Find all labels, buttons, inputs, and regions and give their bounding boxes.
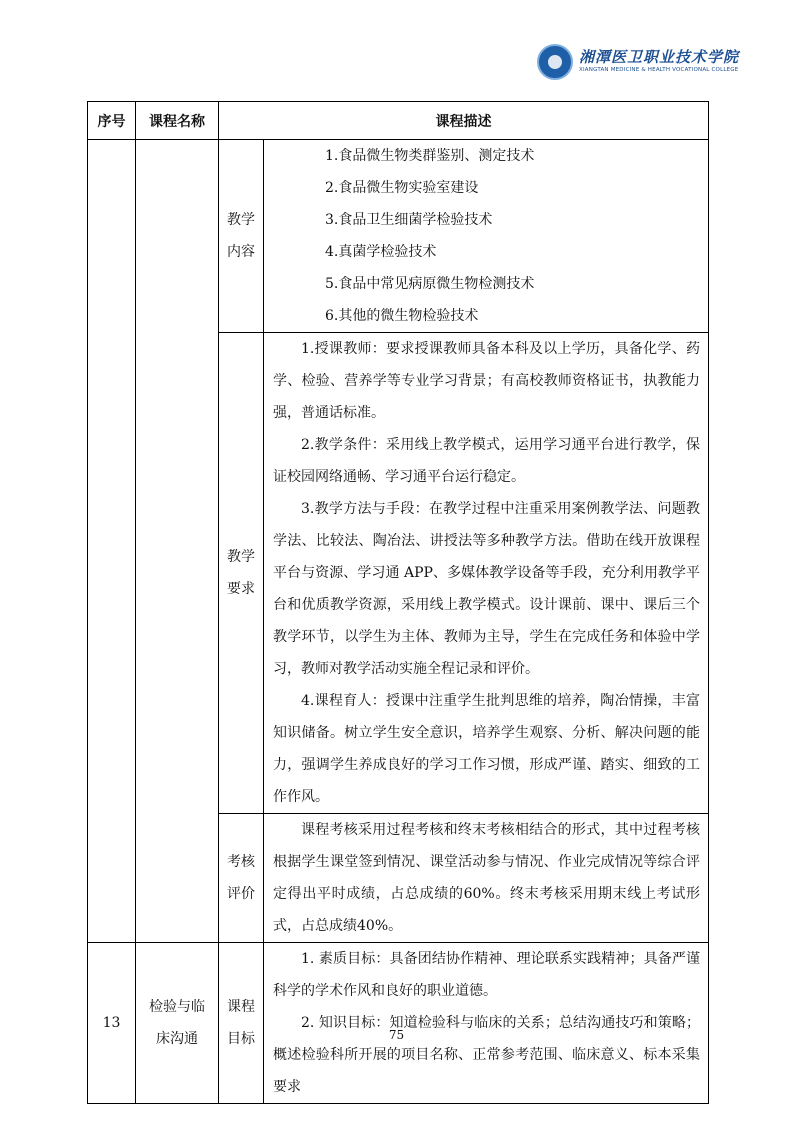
header-description: 课程描述 xyxy=(219,102,709,140)
list-item: 4.真菌学检验技术 xyxy=(325,244,437,260)
list-item: 2.食品微生物实验室建设 xyxy=(325,180,479,196)
teaching-requirements-cell xyxy=(264,333,709,814)
table-header-row xyxy=(88,102,709,140)
paragraph: 2. 知识目标：知道检验科与临床的关系；总结沟通技巧和策略；概述检验科所开展的项目名称、正常参考范围、临床意义、标本采集要求 xyxy=(273,1015,700,1095)
logo-english-name: XIANGTAN MEDICINE & HEALTH VOCATIONAL COLLEGE xyxy=(579,67,739,73)
teaching-content-cell xyxy=(264,140,709,333)
table-row xyxy=(88,140,709,333)
label-line: 教学 xyxy=(227,212,255,228)
label-line: 要求 xyxy=(227,581,255,597)
header-course-name: 课程名称 xyxy=(136,102,219,140)
label-line: 内容 xyxy=(227,244,255,260)
logo-chinese-name: 湘潭医卫职业技术学院 xyxy=(579,48,740,66)
course-name-line: 检验与临 xyxy=(149,999,205,1015)
continued-name-cell xyxy=(136,140,219,943)
course-goals-cell xyxy=(264,943,709,1104)
label-line: 课程 xyxy=(227,999,255,1015)
assessment-cell xyxy=(264,814,709,943)
continued-no-cell xyxy=(88,140,136,943)
table-row xyxy=(88,943,709,1104)
paragraph: 4.课程育人：授课中注重学生批判思维的培养，陶冶情操，丰富知识储备。树立学生安全意识，培养学生观察、分析、解决问题的能力，强调学生养成良好的学习工作习惯，形成严谨、踏实、细致的工作作风。 xyxy=(273,693,700,805)
course-name xyxy=(136,943,219,1104)
paragraph: 1. 素质目标：具备团结协作精神、理论联系实践精神；具备严谨科学的学术作风和良好的职业道德。 xyxy=(273,951,700,999)
paragraph: 1.授课教师：要求授课教师具备本科及以上学历，具备化学、药学、检验、营养学等专业学习背景；有高校教师资格证书，执教能力强，普通话标准。 xyxy=(273,341,700,421)
list-item: 5.食品中常见病原微生物检测技术 xyxy=(325,276,535,292)
teaching-content-label xyxy=(219,140,264,333)
list-item: 1.食品微生物类群鉴别、测定技术 xyxy=(325,148,535,164)
list-item: 3.食品卫生细菌学检验技术 xyxy=(325,212,493,228)
college-emblem-icon xyxy=(537,44,573,80)
label-line: 教学 xyxy=(227,549,255,565)
paragraph: 2.教学条件：采用线上教学模式，运用学习通平台进行教学，保证校园网络通畅、学习通平台运行稳定。 xyxy=(273,437,700,485)
paragraph: 课程考核采用过程考核和终末考核相结合的形式，其中过程考核根据学生课堂签到情况、课堂活动参与情况、作业完成情况等综合评定得出平时成绩，占总成绩的60%。终末考核采用期末线上考试形式，占总成绩40%。 xyxy=(273,822,700,934)
label-line: 目标 xyxy=(227,1031,255,1047)
course-table xyxy=(87,101,709,1104)
course-goals-label xyxy=(219,943,264,1104)
course-number: 13 xyxy=(88,943,136,1104)
paragraph: 3.教学方法与手段：在教学过程中注重采用案例教学法、问题教学法、比较法、陶冶法、讲授法等多种教学方法。借助在线开放课程平台与资源、学习通 APP、多媒体教学设备等手段，充分利用教学平台和优质教学资源，采用线上教学模式。设计课前、课中、课后三个教学环节，以学生为主体、教师为主导，学生在完成任务和体验中学习，教师对教学活动实施全程记录和评价。 xyxy=(273,501,700,677)
label-line: 评价 xyxy=(227,886,255,902)
college-logo xyxy=(537,44,740,84)
list-item: 6.其他的微生物检验技术 xyxy=(325,308,479,324)
assessment-label xyxy=(219,814,264,943)
page-number: 75 xyxy=(388,1028,405,1042)
course-name-line: 床沟通 xyxy=(156,1031,198,1047)
teaching-requirements-label xyxy=(219,333,264,814)
header-no: 序号 xyxy=(88,102,136,140)
label-line: 考核 xyxy=(227,854,255,870)
